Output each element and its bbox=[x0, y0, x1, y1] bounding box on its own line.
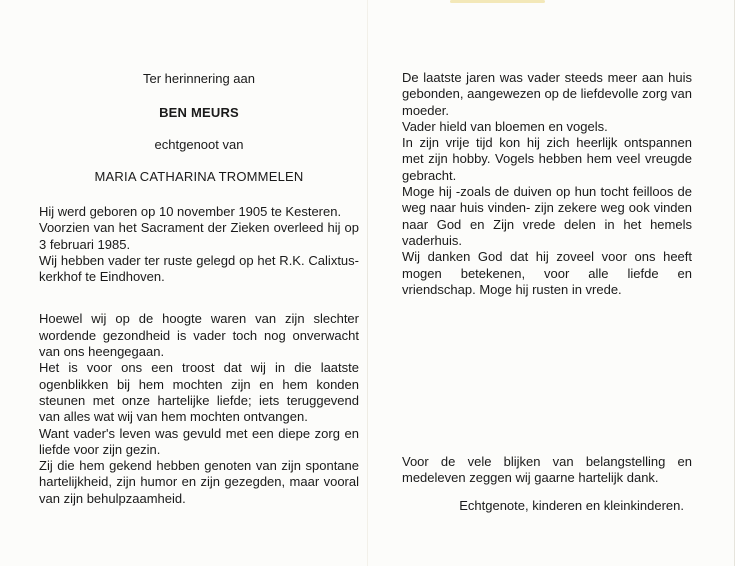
right-column bbox=[402, 70, 692, 298]
card-fold bbox=[367, 0, 368, 566]
bio-paragraph: Wij hebben vader ter ruste gelegd op het R.K. Calixtus-kerkhof te Eindhoven. bbox=[39, 252, 359, 285]
thanks-text: Voor de vele blijken van belangstelling en medeleven zeggen wij gaarne hartelijk dank. bbox=[402, 454, 692, 486]
reflection-paragraph: In zijn vrije tijd kon hij zich heerlijk ontspannen met zijn hobby. Vogels hebben hem veel vreugde gebracht. bbox=[402, 135, 692, 183]
memory-block bbox=[39, 311, 359, 507]
reflection-paragraph: De laatste jaren was vader steeds meer aan huis gebonden, aangewezen op de liefdevolle zorg van moeder. bbox=[402, 70, 692, 118]
memory-paragraph: Het is voor ons een troost dat wij in die laatste ogenblikken bij hem mochten zijn en hem konden steunen met onze hartelijke liefde; iets teruggevend van alles wat wij van hem mochten ontvangen. bbox=[39, 360, 359, 425]
memory-paragraph: Want vader's leven was gevuld met een diepe zorg en liefde voor zijn gezin. bbox=[39, 425, 359, 457]
spouse-label: echtgenoot van bbox=[154, 137, 244, 152]
signature-line: Echtgenote, kinderen en kleinkinderen. bbox=[459, 498, 684, 513]
reflection-paragraph: Moge hij -zoals de duiven op hun tocht feilloos de weg naar huis vinden- zijn zekere weg ook vinden naar God en Zijn vrede delen in het hemels vaderhuis. bbox=[402, 184, 692, 248]
bio-block bbox=[39, 204, 359, 285]
memory-paragraph: Zij die hem gekend hebben genoten van zijn spontane hartelijkheid, zijn humor en zijn gezegden, maar vooral van zijn behulpzaamheid. bbox=[39, 458, 359, 506]
deceased-name: BEN MEURS bbox=[159, 105, 239, 120]
thanks-block bbox=[402, 454, 692, 487]
reflection-paragraph: Vader hield van bloemen en vogels. bbox=[402, 118, 608, 134]
top-edge-mark bbox=[450, 0, 545, 3]
spouse-name: MARIA CATHARINA TROMMELEN bbox=[94, 169, 304, 184]
memory-paragraph: Hoewel wij op de hoogte waren van zijn slechter wordende gezondheid is vader toch nog onverwacht van ons heengegaan. bbox=[39, 311, 359, 360]
intro-line: Ter herinnering aan bbox=[142, 71, 256, 86]
reflection-block bbox=[402, 70, 692, 298]
left-column bbox=[39, 70, 359, 507]
reflection-paragraph: Wij danken God dat hij zoveel voor ons heeft mogen betekenen, voor alle liefde en vriendschap. Moge hij rusten in vrede. bbox=[402, 249, 692, 297]
bio-paragraph: Voorzien van het Sacrament der Zieken overleed hij op 3 februari 1985. bbox=[39, 220, 359, 252]
bio-paragraph: Hij werd geboren op 10 november 1905 te Kesteren. bbox=[39, 204, 342, 219]
